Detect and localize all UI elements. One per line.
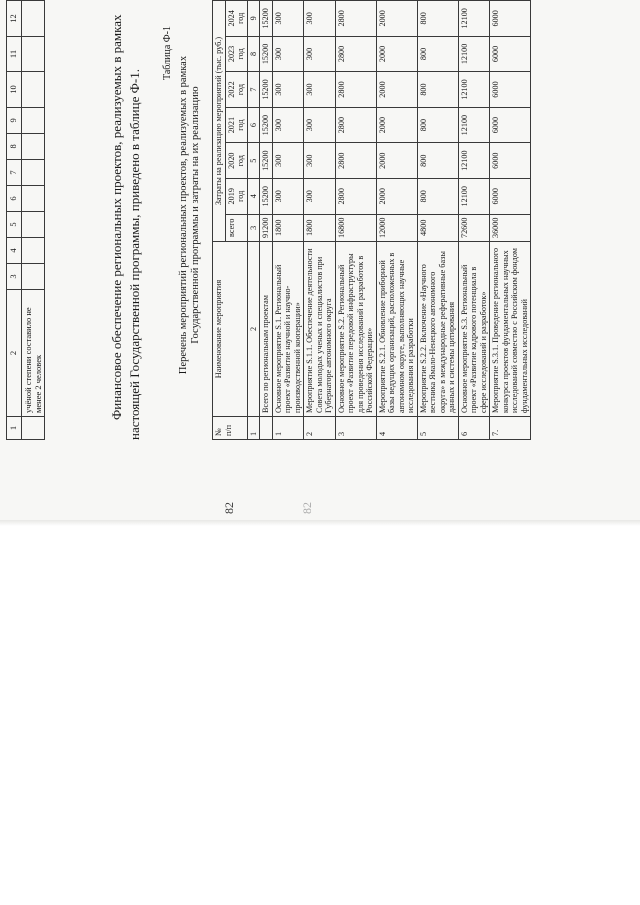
page-edge xyxy=(0,520,640,526)
row-name: Мероприятие S.3.1. Проведение регионального конкурса проектов фундаментальных научных исследований совместно с Российским фондом фундаментальных исследований xyxy=(490,242,531,417)
row-year-value: 300 xyxy=(304,1,336,37)
row-year-value: 2000 xyxy=(376,143,417,179)
table-cell: 9 xyxy=(7,107,22,133)
index-cell: 9 xyxy=(247,1,260,37)
row-year-value: 2800 xyxy=(335,36,376,72)
row-year-value: 300 xyxy=(272,143,304,179)
row-total: 72600 xyxy=(458,214,490,241)
row-year-value: 6000 xyxy=(490,107,531,143)
page-number: 82 xyxy=(222,502,236,514)
row-name: Основное мероприятие S.1. Региональный проект «Развитие научной и научно-производственной кооперации» xyxy=(272,242,304,417)
row-year-value: 300 xyxy=(272,178,304,214)
table-cell xyxy=(22,417,45,440)
table-row xyxy=(22,1,45,440)
row-total: 36000 xyxy=(490,214,531,241)
intro-paragraph: Финансовое обеспечение региональных проектов, реализуемых в рамках настоящей Государственной программы, приведено в таблице Ф-1. xyxy=(109,14,142,440)
header-year: 2020 год xyxy=(225,143,247,179)
table-cell: 7 xyxy=(7,159,22,185)
table-caption xyxy=(178,0,202,430)
row-year-value: 15200 xyxy=(260,1,273,37)
row-year-value: 2800 xyxy=(335,178,376,214)
index-cell: 8 xyxy=(247,36,260,72)
header-name: Наименование мероприятия xyxy=(213,242,248,417)
row-name: Мероприятие S.2.1. Обновление приборной базы ведущих организаций, расположенных в автономном округе, выполняющих научные исследования и разработки xyxy=(376,242,417,417)
row-year-value: 800 xyxy=(417,178,458,214)
row-number: 5 xyxy=(417,417,458,440)
page-number-faint: 82 xyxy=(300,502,314,514)
row-year-value: 2000 xyxy=(376,1,417,37)
table-cell: 6 xyxy=(7,185,22,211)
row-number: 3 xyxy=(335,417,376,440)
table-cell xyxy=(22,107,45,133)
table-cell xyxy=(22,133,45,159)
row-year-value: 6000 xyxy=(490,1,531,37)
table-cell: 4 xyxy=(7,237,22,263)
table-cell xyxy=(22,159,45,185)
row-year-value: 300 xyxy=(272,107,304,143)
table-cell: 8 xyxy=(7,133,22,159)
index-cell: 7 xyxy=(247,72,260,108)
table-row xyxy=(458,1,490,440)
row-year-value: 300 xyxy=(304,36,336,72)
table-cell: 12 xyxy=(7,1,22,37)
row-year-value: 15200 xyxy=(260,72,273,108)
table-cell: 1 xyxy=(7,417,22,440)
row-year-value: 6000 xyxy=(490,178,531,214)
table-row xyxy=(272,1,304,440)
row-name: Всего по региональным проектам xyxy=(260,242,273,417)
table-row xyxy=(376,1,417,440)
header-year: 2023 год xyxy=(225,36,247,72)
index-cell: 1 xyxy=(247,417,260,440)
row-number xyxy=(260,417,273,440)
header-row xyxy=(213,1,226,440)
row-number: 2 xyxy=(304,417,336,440)
row-year-value: 12100 xyxy=(458,143,490,179)
row-year-value: 12100 xyxy=(458,107,490,143)
row-year-value: 2800 xyxy=(335,1,376,37)
row-number: 1 xyxy=(272,417,304,440)
row-year-value: 2000 xyxy=(376,36,417,72)
row-year-value: 6000 xyxy=(490,143,531,179)
table-row xyxy=(304,1,336,440)
caption-line: Перечень мероприятий региональных проектов, реализуемых в рамках xyxy=(178,55,189,375)
row-year-value: 800 xyxy=(417,1,458,37)
table-cell: 2 xyxy=(7,290,22,417)
header-year: 2021 год xyxy=(225,107,247,143)
table-cell: 3 xyxy=(7,263,22,289)
row-year-value: 300 xyxy=(272,1,304,37)
table-row xyxy=(7,1,22,440)
row-total: 16800 xyxy=(335,214,376,241)
row-year-value: 15200 xyxy=(260,36,273,72)
row-number: 4 xyxy=(376,417,417,440)
row-year-value: 300 xyxy=(304,72,336,108)
row-year-value: 300 xyxy=(304,178,336,214)
index-cell: 6 xyxy=(247,107,260,143)
row-total: 91200 xyxy=(260,214,273,241)
row-year-value: 2800 xyxy=(335,72,376,108)
header-costs: Затраты на реализацию мероприятий (тыс. руб.) xyxy=(213,1,226,242)
row-year-value: 2800 xyxy=(335,143,376,179)
table-row xyxy=(260,1,273,440)
table-row xyxy=(490,1,531,440)
row-total: 1800 xyxy=(304,214,336,241)
row-number: 6 xyxy=(458,417,490,440)
table-cell xyxy=(22,237,45,263)
table-label: Таблица Ф-1 xyxy=(162,26,173,80)
row-year-value: 800 xyxy=(417,72,458,108)
table-cell xyxy=(22,36,45,71)
table-cell: 11 xyxy=(7,36,22,71)
row-name: Мероприятие S.2.2. Включение «Научного вестника Ямало-Ненецкого автономного округа» в международные реферативные базы данных и системы цитирования xyxy=(417,242,458,417)
row-year-value: 800 xyxy=(417,143,458,179)
row-name: Основное мероприятие S.2. Региональный проект «Развитие передовой инфраструктуры для проведения исследований и разработок в Российской Федерации» xyxy=(335,242,376,417)
table-cell xyxy=(22,72,45,108)
row-year-value: 2800 xyxy=(335,107,376,143)
row-year-value: 12100 xyxy=(458,178,490,214)
row-year-value: 15200 xyxy=(260,178,273,214)
row-year-value: 300 xyxy=(304,143,336,179)
row-year-value: 2000 xyxy=(376,107,417,143)
index-cell: 5 xyxy=(247,143,260,179)
row-name: Основное мероприятие S.3. Региональный проект «Развитие кадрового потенциала в сфере исследований и разработок» xyxy=(458,242,490,417)
index-row xyxy=(247,1,260,440)
table-body xyxy=(247,1,531,440)
row-year-value: 6000 xyxy=(490,72,531,108)
row-number: 7. xyxy=(490,417,531,440)
table-row xyxy=(335,1,376,440)
index-cell: 3 xyxy=(247,214,260,241)
header-year: 2019 год xyxy=(225,178,247,214)
header-year: 2022 год xyxy=(225,72,247,108)
row-year-value: 12100 xyxy=(458,36,490,72)
row-year-value: 300 xyxy=(304,107,336,143)
table-cell: 10 xyxy=(7,72,22,108)
row-name: Мероприятие S.1.1. Обеспечение деятельности Совета молодых ученых и специалистов при Губернаторе автономного округа xyxy=(304,242,336,417)
table-cell xyxy=(22,263,45,289)
row-year-value: 300 xyxy=(272,36,304,72)
row-year-value: 6000 xyxy=(490,36,531,72)
table-row xyxy=(417,1,458,440)
row-year-value: 300 xyxy=(272,72,304,108)
row-year-value: 12100 xyxy=(458,72,490,108)
table-cell xyxy=(22,211,45,237)
header-num: № п/п xyxy=(213,417,248,440)
costs-table xyxy=(212,0,531,440)
row-total: 4800 xyxy=(417,214,458,241)
row-year-value: 800 xyxy=(417,107,458,143)
row-total: 12000 xyxy=(376,214,417,241)
caption-line: Государственной программы и затраты на их реализацию xyxy=(190,86,201,344)
row-year-value: 15200 xyxy=(260,143,273,179)
continued-table xyxy=(6,0,45,440)
table-cell xyxy=(22,185,45,211)
header-total: всего xyxy=(225,214,247,241)
row-year-value: 12100 xyxy=(458,1,490,37)
table-cell-text: учёной степени составило не менее 2 человек xyxy=(22,290,45,417)
table-cell xyxy=(22,1,45,37)
row-year-value: 800 xyxy=(417,36,458,72)
row-total: 1800 xyxy=(272,214,304,241)
row-year-value: 15200 xyxy=(260,107,273,143)
index-cell: 2 xyxy=(247,242,260,417)
row-year-value: 2000 xyxy=(376,72,417,108)
row-year-value: 2000 xyxy=(376,178,417,214)
table-cell: 5 xyxy=(7,211,22,237)
header-year: 2024 год xyxy=(225,1,247,37)
index-cell: 4 xyxy=(247,178,260,214)
